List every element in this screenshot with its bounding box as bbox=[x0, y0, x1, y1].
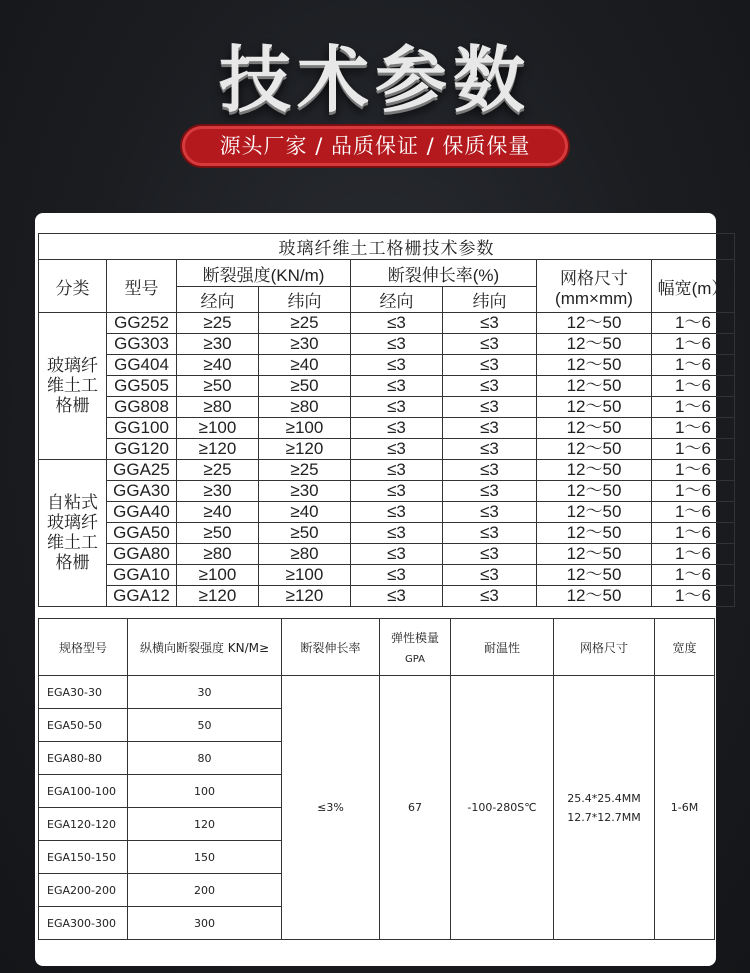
e-weft-cell: ≤3 bbox=[443, 355, 537, 376]
mesh-cell: 12～50 bbox=[537, 502, 652, 523]
tagline-banner: 源头厂家 / 品质保证 / 保质保量 bbox=[182, 126, 568, 166]
model-cell: GGA50 bbox=[107, 523, 177, 544]
model-cell: EGA30-30 bbox=[39, 676, 128, 709]
strength-cell: 100 bbox=[128, 775, 282, 808]
header-mesh-label: 网格尺寸 bbox=[560, 268, 628, 288]
t2-header-modulus-unit: GPA bbox=[405, 654, 425, 665]
s-weft-cell: ≥120 bbox=[259, 439, 351, 460]
s-warp-cell: ≥120 bbox=[177, 439, 259, 460]
s-weft-cell: ≥40 bbox=[259, 502, 351, 523]
header-strength-weft: 纬向 bbox=[259, 287, 351, 313]
mesh-cell: 12～50 bbox=[537, 313, 652, 334]
e-weft-cell: ≤3 bbox=[443, 502, 537, 523]
mesh-size-2: 12.7*12.7MM bbox=[567, 810, 641, 824]
model-cell: GG404 bbox=[107, 355, 177, 376]
e-warp-cell: ≤3 bbox=[351, 418, 443, 439]
header-mesh bbox=[537, 260, 652, 313]
s-weft-cell: ≥50 bbox=[259, 376, 351, 397]
width-cell: 1～6 bbox=[652, 334, 735, 355]
model-cell: GGA25 bbox=[107, 460, 177, 481]
width-cell: 1-6M bbox=[655, 676, 715, 940]
model-cell: EGA150-150 bbox=[39, 841, 128, 874]
width-cell: 1～6 bbox=[652, 544, 735, 565]
e-warp-cell: ≤3 bbox=[351, 313, 443, 334]
e-warp-cell: ≤3 bbox=[351, 460, 443, 481]
model-cell: GGA40 bbox=[107, 502, 177, 523]
model-cell: GG808 bbox=[107, 397, 177, 418]
mesh-cell: 12～50 bbox=[537, 439, 652, 460]
strength-cell: 80 bbox=[128, 742, 282, 775]
mesh-cell: 12～50 bbox=[537, 523, 652, 544]
width-cell: 1～6 bbox=[652, 376, 735, 397]
s-weft-cell: ≥25 bbox=[259, 313, 351, 334]
mesh-cell: 12～50 bbox=[537, 334, 652, 355]
model-cell: GG100 bbox=[107, 418, 177, 439]
model-cell: GGA30 bbox=[107, 481, 177, 502]
strength-cell: 30 bbox=[128, 676, 282, 709]
t2-header-temp: 耐温性 bbox=[451, 619, 554, 676]
table-row bbox=[39, 586, 735, 607]
table-row bbox=[39, 418, 735, 439]
width-cell: 1～6 bbox=[652, 355, 735, 376]
modulus-cell: 67 bbox=[380, 676, 451, 940]
t2-header-elongation: 断裂伸长率 bbox=[282, 619, 380, 676]
table-row bbox=[39, 676, 715, 709]
table-row bbox=[39, 397, 735, 418]
e-weft-cell: ≤3 bbox=[443, 481, 537, 502]
strength-cell: 150 bbox=[128, 841, 282, 874]
elongation-cell: ≤3% bbox=[282, 676, 380, 940]
e-weft-cell: ≤3 bbox=[443, 544, 537, 565]
t2-header-strength: 纵横向断裂强度 KN/M≥ bbox=[128, 619, 282, 676]
s-warp-cell: ≥25 bbox=[177, 460, 259, 481]
s-warp-cell: ≥100 bbox=[177, 418, 259, 439]
mesh-cell: 12～50 bbox=[537, 565, 652, 586]
mesh-cell: 12～50 bbox=[537, 376, 652, 397]
e-warp-cell: ≤3 bbox=[351, 439, 443, 460]
s-weft-cell: ≥80 bbox=[259, 397, 351, 418]
table-row bbox=[39, 523, 735, 544]
t2-header-width: 宽度 bbox=[655, 619, 715, 676]
header-category: 分类 bbox=[39, 260, 107, 313]
e-weft-cell: ≤3 bbox=[443, 334, 537, 355]
t2-header-modulus bbox=[380, 619, 451, 676]
temp-cell: -100-280S℃ bbox=[451, 676, 554, 940]
page-title: 技术参数 bbox=[218, 38, 531, 122]
category-cell: 玻璃纤维土工格栅 bbox=[39, 313, 107, 460]
width-cell: 1～6 bbox=[652, 397, 735, 418]
table-row bbox=[39, 544, 735, 565]
model-cell: EGA100-100 bbox=[39, 775, 128, 808]
s-warp-cell: ≥100 bbox=[177, 565, 259, 586]
s-warp-cell: ≥80 bbox=[177, 544, 259, 565]
s-weft-cell: ≥40 bbox=[259, 355, 351, 376]
t2-header-mesh: 网格尺寸 bbox=[554, 619, 655, 676]
width-cell: 1～6 bbox=[652, 523, 735, 544]
mesh-size-1: 25.4*25.4MM bbox=[567, 791, 641, 805]
s-weft-cell: ≥30 bbox=[259, 334, 351, 355]
mesh-cell: 12～50 bbox=[537, 544, 652, 565]
model-cell: GGA80 bbox=[107, 544, 177, 565]
e-warp-cell: ≤3 bbox=[351, 502, 443, 523]
s-warp-cell: ≥120 bbox=[177, 586, 259, 607]
strength-cell: 50 bbox=[128, 709, 282, 742]
width-cell: 1～6 bbox=[652, 502, 735, 523]
header-mesh-unit: (mm×mm) bbox=[555, 288, 633, 308]
width-cell: 1～6 bbox=[652, 313, 735, 334]
e-weft-cell: ≤3 bbox=[443, 523, 537, 544]
width-cell: 1～6 bbox=[652, 439, 735, 460]
e-warp-cell: ≤3 bbox=[351, 376, 443, 397]
width-cell: 1～6 bbox=[652, 565, 735, 586]
model-cell: EGA120-120 bbox=[39, 808, 128, 841]
table-row bbox=[39, 376, 735, 397]
s-weft-cell: ≥100 bbox=[259, 565, 351, 586]
header-elongation: 断裂伸长率(%) bbox=[351, 260, 537, 287]
mesh-cell: 12～50 bbox=[537, 460, 652, 481]
e-warp-cell: ≤3 bbox=[351, 544, 443, 565]
table-row bbox=[39, 355, 735, 376]
header-elongation-warp: 经向 bbox=[351, 287, 443, 313]
s-warp-cell: ≥30 bbox=[177, 334, 259, 355]
table-row bbox=[39, 334, 735, 355]
mesh-cell: 12～50 bbox=[537, 397, 652, 418]
table-row bbox=[39, 460, 735, 481]
header-model: 型号 bbox=[107, 260, 177, 313]
model-cell: GG505 bbox=[107, 376, 177, 397]
e-warp-cell: ≤3 bbox=[351, 397, 443, 418]
table1-caption: 玻璃纤维土工格栅技术参数 bbox=[39, 234, 735, 260]
glass-fiber-geogrid-table bbox=[38, 233, 735, 607]
s-weft-cell: ≥30 bbox=[259, 481, 351, 502]
model-cell: EGA80-80 bbox=[39, 742, 128, 775]
mesh-cell: 12～50 bbox=[537, 355, 652, 376]
strength-cell: 200 bbox=[128, 874, 282, 907]
t2-header-model: 规格型号 bbox=[39, 619, 128, 676]
mesh-cell: 12～50 bbox=[537, 586, 652, 607]
width-cell: 1～6 bbox=[652, 460, 735, 481]
t2-header-modulus-label: 弹性模量 bbox=[390, 631, 439, 645]
s-warp-cell: ≥50 bbox=[177, 376, 259, 397]
e-weft-cell: ≤3 bbox=[443, 460, 537, 481]
e-warp-cell: ≤3 bbox=[351, 586, 443, 607]
e-warp-cell: ≤3 bbox=[351, 355, 443, 376]
strength-cell: 300 bbox=[128, 907, 282, 940]
model-cell: GG252 bbox=[107, 313, 177, 334]
mesh-cell bbox=[554, 676, 655, 940]
e-weft-cell: ≤3 bbox=[443, 313, 537, 334]
e-warp-cell: ≤3 bbox=[351, 334, 443, 355]
e-weft-cell: ≤3 bbox=[443, 397, 537, 418]
category-cell: 自粘式玻璃纤维土工格栅 bbox=[39, 460, 107, 607]
table-row bbox=[39, 481, 735, 502]
header-elongation-weft: 纬向 bbox=[443, 287, 537, 313]
table-row bbox=[39, 502, 735, 523]
s-weft-cell: ≥100 bbox=[259, 418, 351, 439]
e-weft-cell: ≤3 bbox=[443, 418, 537, 439]
model-cell: GG120 bbox=[107, 439, 177, 460]
s-warp-cell: ≥40 bbox=[177, 355, 259, 376]
e-warp-cell: ≤3 bbox=[351, 565, 443, 586]
model-cell: GGA10 bbox=[107, 565, 177, 586]
s-warp-cell: ≥80 bbox=[177, 397, 259, 418]
header-strength: 断裂强度(KN/m) bbox=[177, 260, 351, 287]
header-strength-warp: 经向 bbox=[177, 287, 259, 313]
width-cell: 1～6 bbox=[652, 586, 735, 607]
mesh-cell: 12～50 bbox=[537, 481, 652, 502]
s-warp-cell: ≥30 bbox=[177, 481, 259, 502]
self-adhesive-geogrid-table bbox=[38, 618, 715, 940]
e-weft-cell: ≤3 bbox=[443, 439, 537, 460]
width-cell: 1～6 bbox=[652, 418, 735, 439]
e-weft-cell: ≤3 bbox=[443, 376, 537, 397]
model-cell: EGA200-200 bbox=[39, 874, 128, 907]
s-weft-cell: ≥120 bbox=[259, 586, 351, 607]
s-warp-cell: ≥40 bbox=[177, 502, 259, 523]
mesh-cell: 12～50 bbox=[537, 418, 652, 439]
header-width: 幅宽(m） bbox=[652, 260, 735, 313]
s-weft-cell: ≥80 bbox=[259, 544, 351, 565]
model-cell: GGA12 bbox=[107, 586, 177, 607]
model-cell: GG303 bbox=[107, 334, 177, 355]
s-warp-cell: ≥50 bbox=[177, 523, 259, 544]
strength-cell: 120 bbox=[128, 808, 282, 841]
s-weft-cell: ≥50 bbox=[259, 523, 351, 544]
model-cell: EGA50-50 bbox=[39, 709, 128, 742]
e-warp-cell: ≤3 bbox=[351, 481, 443, 502]
width-cell: 1～6 bbox=[652, 481, 735, 502]
table-row bbox=[39, 313, 735, 334]
s-weft-cell: ≥25 bbox=[259, 460, 351, 481]
table-row bbox=[39, 439, 735, 460]
e-weft-cell: ≤3 bbox=[443, 586, 537, 607]
e-weft-cell: ≤3 bbox=[443, 565, 537, 586]
model-cell: EGA300-300 bbox=[39, 907, 128, 940]
table-row bbox=[39, 565, 735, 586]
spec-panel bbox=[35, 213, 729, 966]
e-warp-cell: ≤3 bbox=[351, 523, 443, 544]
s-warp-cell: ≥25 bbox=[177, 313, 259, 334]
